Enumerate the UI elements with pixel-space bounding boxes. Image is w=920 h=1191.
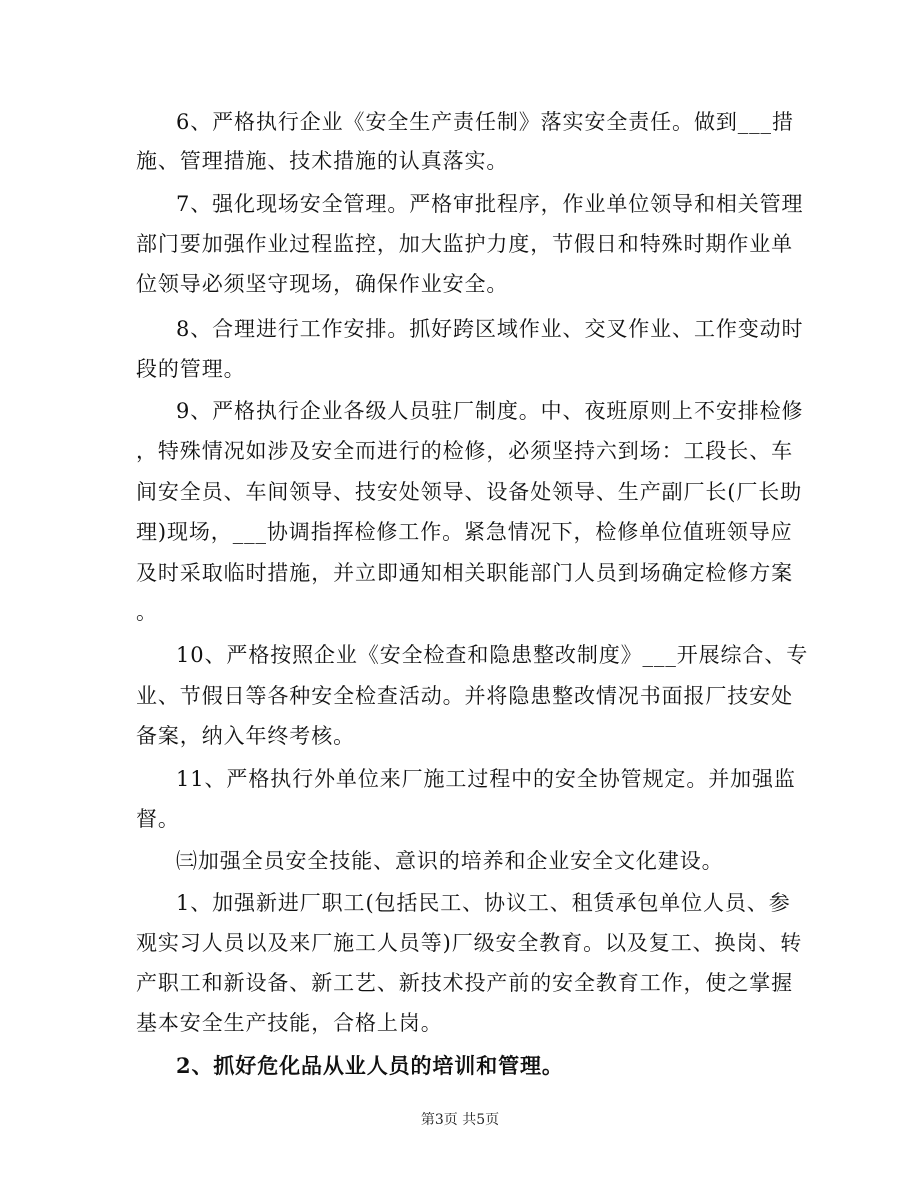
- text-line: 9、严格执行企业各级人员驻厂制度。中、夜班原则上不安排检修: [176, 399, 804, 423]
- text-line: 1、加强新进厂职工(包括民工、协议工、租赁承包单位人员、参: [176, 891, 791, 915]
- text-line: 段的管理。: [136, 357, 246, 381]
- text-line: 位领导必须坚守现场，确保作业安全。: [136, 272, 509, 296]
- text-line: 11、严格执行外单位来厂施工过程中的安全协管规定。并加强监: [176, 767, 796, 791]
- text-line: 产职工和新设备、新工艺、新技术投产前的安全教育工作，使之掌握: [136, 971, 793, 995]
- text-line: 业、节假日等各种安全检查活动。并将隐患整改情况书面报厂技安处: [136, 684, 793, 708]
- section-heading: ㈢加强全员安全技能、意识的培养和企业安全文化建设。: [176, 849, 724, 873]
- text-line: 间安全员、车间领导、技安处领导、设备处领导、生产副厂长(厂长助: [136, 480, 803, 504]
- bold-heading: 2、抓好危化品从业人员的培训和管理。: [176, 1053, 564, 1078]
- text-line: 部门要加强作业过程监控，加大监护力度，节假日和特殊时期作业单: [136, 232, 793, 256]
- text-line: ，特殊情况如涉及安全而进行的检修，必须坚持六到场：工段长、车: [136, 439, 793, 463]
- text-line: 7、强化现场安全管理。严格审批程序，作业单位领导和相关管理: [176, 192, 804, 216]
- text-line: 及时采取临时措施，并立即通知相关职能部门人员到场确定检修方案: [136, 561, 793, 585]
- text-line: 备案，纳入年终考核。: [136, 724, 355, 748]
- text-line: 督。: [136, 807, 180, 831]
- text-line: 理)现场，___协调指挥检修工作。紧急情况下，检修单位值班领导应: [136, 520, 793, 544]
- text-line: 10、严格按照企业《安全检查和隐患整改制度》___开展综合、专: [176, 643, 809, 667]
- text-line: 观实习人员以及来厂施工人员等)厂级安全教育。以及复工、换岗、转: [136, 931, 803, 955]
- page-number: 第3页 共5页: [420, 1112, 500, 1128]
- text-line: 8、合理进行工作安排。抓好跨区域作业、交叉作业、工作变动时: [176, 317, 804, 341]
- text-line: 施、管理措施、技术措施的认真落实。: [136, 149, 509, 173]
- text-line: 基本安全生产技能，合格上岗。: [136, 1011, 443, 1035]
- text-line: 。: [136, 600, 158, 624]
- text-line: 6、严格执行企业《安全生产责任制》落实安全责任。做到___措: [176, 110, 794, 134]
